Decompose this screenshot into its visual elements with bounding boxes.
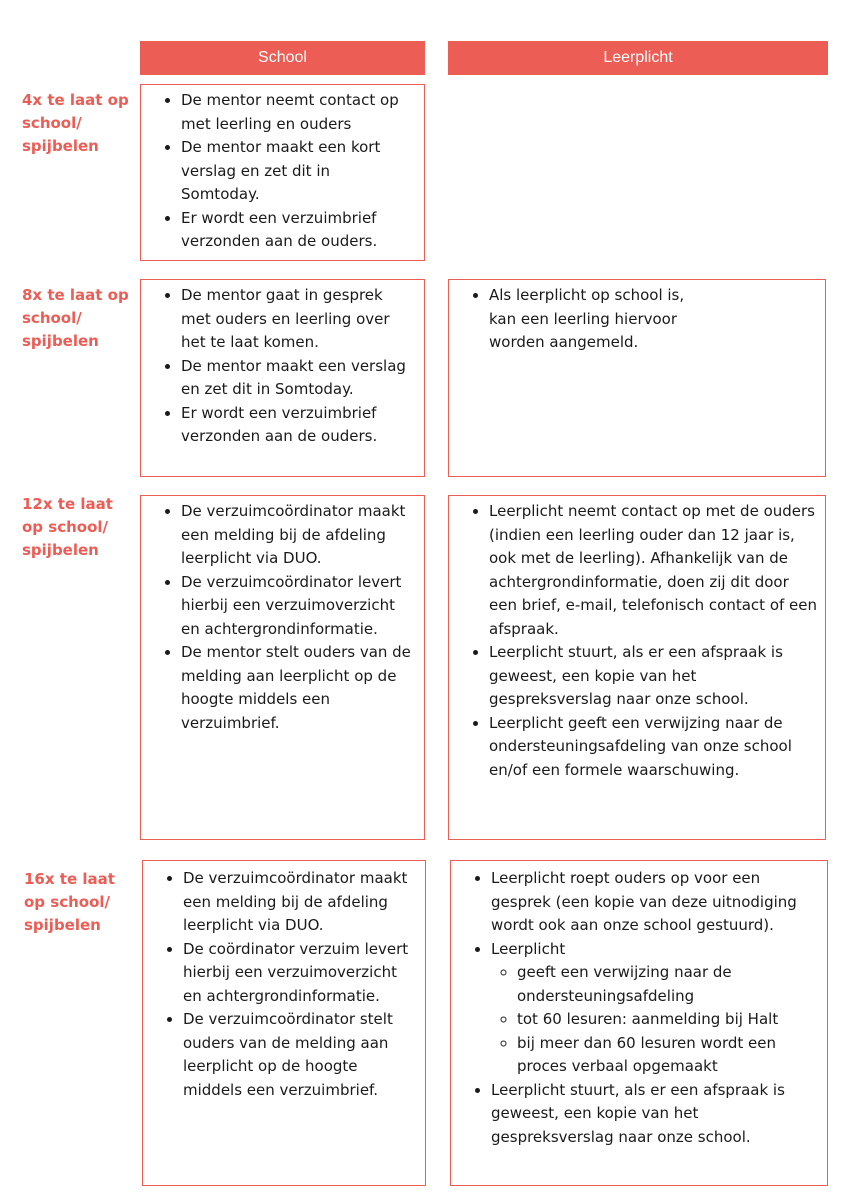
sub-list-item: ◦ geeft een verwijzing naar de ondersteuningsafdeling: [517, 961, 815, 1008]
row-label-12x: 12x te laat op school/ spijbelen: [22, 495, 113, 559]
list-item: • De coördinator verzuim levert hierbij een verzuimoverzicht en achtergrondinformatie.: [183, 938, 415, 1009]
list-item: • De verzuimcoördinator maakt een melding bij de afdeling leerplicht via DUO.: [181, 500, 414, 571]
list-item: • De mentor maakt een verslag en zet dit in Somtoday.: [181, 355, 412, 402]
list-item: • De mentor stelt ouders van de melding aan leerplicht op de hoogte middels een verzuimbrief.: [181, 641, 414, 735]
list-item: • De verzuimcoördinator stelt ouders van de melding aan leerplicht op de hoogte middels een verzuimbrief.: [183, 1008, 415, 1102]
list-item: • Leerplicht geeft een verwijzing naar de ondersteuningsafdeling van onze school en/of een formele waarschuwing.: [489, 712, 817, 783]
school-box-4x: [140, 84, 425, 261]
list-item: • De verzuimcoördinator levert hierbij een verzuimoverzicht en achtergrondinformatie.: [181, 571, 414, 642]
list-item: • Leerplicht roept ouders op voor een gesprek (een kopie van deze uitnodiging wordt ook aan onze school gestuurd).: [491, 867, 815, 938]
list-item: • Er wordt een verzuimbrief verzonden aan de ouders.: [181, 207, 406, 254]
list-item: • De mentor neemt contact op met leerling en ouders: [181, 89, 406, 136]
list-item: • De mentor gaat in gesprek met ouders en leerling over het te laat komen.: [181, 284, 412, 355]
header-school: School: [140, 41, 425, 75]
row-label-8x: 8x te laat op school/ spijbelen: [22, 286, 129, 350]
sub-list-item: ◦ bij meer dan 60 lesuren wordt een proces verbaal opgemaakt: [517, 1032, 815, 1079]
school-box-16x: [142, 860, 426, 1186]
list-item: • Leerplicht stuurt, als er een afspraak is geweest, een kopie van het gespreksverslag naar onze school.: [491, 1079, 815, 1150]
list-item: • Leerplicht ◦ geeft een verwijzing naar de ondersteuningsafdeling ◦ tot 60 lesuren: aanmelding bij Halt ◦ bij meer dan 60 lesuren wordt een proces verbaal opgemaakt: [491, 938, 815, 1079]
list-item: • Als leerplicht op school is, kan een leerling hiervoor worden aangemeld.: [489, 284, 715, 355]
list-item: • Er wordt een verzuimbrief verzonden aan de ouders.: [181, 402, 412, 449]
row-label-16x: 16x te laat op school/ spijbelen: [24, 870, 115, 934]
leerplicht-box-12x: [448, 495, 826, 840]
row-label-4x: 4x te laat op school/ spijbelen: [22, 91, 129, 155]
school-box-8x: [140, 279, 425, 477]
sub-list-item: ◦ tot 60 lesuren: aanmelding bij Halt: [517, 1008, 815, 1032]
list-item: • De mentor maakt een kort verslag en zet dit in Somtoday.: [181, 136, 406, 207]
list-item: • Leerplicht neemt contact op met de ouders (indien een leerling ouder dan 12 jaar is, ook met de leerling). Afhankelijk van de achtergrondinformatie, doen zij dit door een brief, e-mail, telefonisch contact of een afspraak.: [489, 500, 817, 641]
leerplicht-box-16x: [450, 860, 828, 1186]
header-leerplicht: Leerplicht: [448, 41, 828, 75]
leerplicht-box-8x: [448, 279, 826, 477]
list-item: • Leerplicht stuurt, als er een afspraak is geweest, een kopie van het gespreksverslag naar onze school.: [489, 641, 817, 712]
sub-list: [491, 961, 815, 1079]
list-item: • De verzuimcoördinator maakt een melding bij de afdeling leerplicht via DUO.: [183, 867, 415, 938]
school-box-12x: [140, 495, 425, 840]
